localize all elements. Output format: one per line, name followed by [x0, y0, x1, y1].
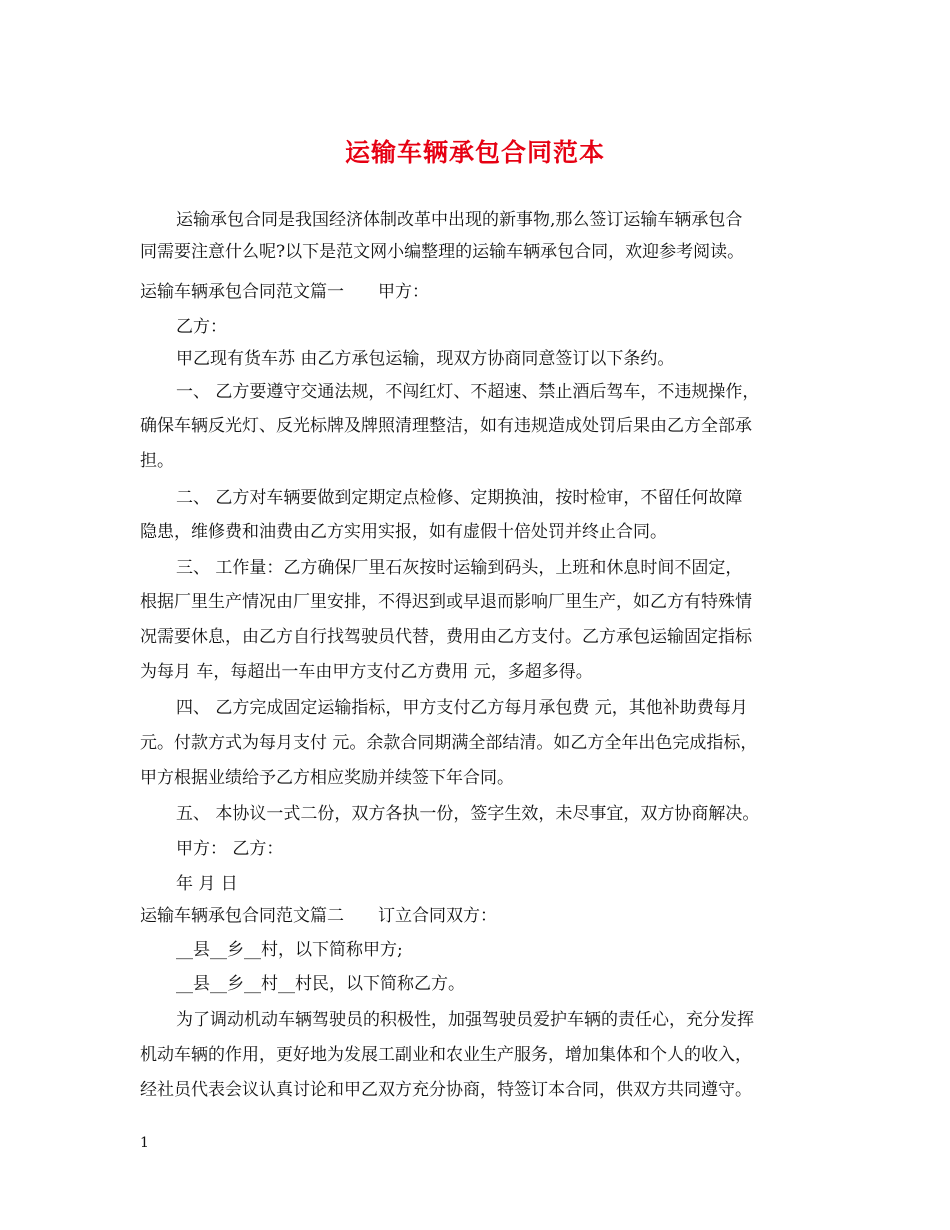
paragraph-line: 乙方：: [176, 317, 227, 337]
paragraph-line: 甲方根据业绩给予乙方相应奖励并续签下年合同。: [140, 768, 514, 788]
page-number: 1: [140, 1135, 149, 1151]
date-line: 年 月 日: [176, 874, 238, 894]
signature-line: 甲方： 乙方：: [176, 839, 284, 859]
clause-line: 五、 本协议一式二份，双方各执一份，签字生效，未尽事宜，双方协商解决。: [176, 804, 760, 824]
clause-line: 二、 乙方对车辆要做到定期定点检修、定期换油，按时检审，不留任何故障: [176, 488, 743, 508]
document-title: 运输车辆承包合同范本: [344, 138, 605, 167]
paragraph-line: 为了调动机动车辆驾驶员的积极性，加强驾驶员爱护车辆的责任心，充分发挥: [176, 1010, 754, 1030]
paragraph-line: 运输承包合同是我国经济体制改革中出现的新事物,那么签订运输车辆承包合: [176, 210, 743, 230]
clause-line: 四、 乙方完成固定运输指标，甲方支付乙方每月承包费 元，其他补助费每月: [176, 698, 748, 718]
paragraph-line: 隐患，维修费和油费由乙方实用实报，如有虚假十倍处罚并终止合同。: [140, 522, 667, 542]
paragraph-line: 根据厂里生产情况由厂里安排，不得迟到或早退而影响厂里生产，如乙方有特殊情: [140, 592, 752, 612]
paragraph-line: 确保车辆反光灯、反光标牌及牌照清理整洁，如有违规造成处罚后果由乙方全部承: [140, 416, 752, 436]
paragraph-line: 为每月 车，每超出一车由甲方支付乙方费用 元，多超多得。: [140, 662, 593, 682]
clause-line: 一、 乙方要遵守交通法规，不闯红灯、不超速、禁止酒后驾车，不违规操作，: [176, 382, 760, 402]
paragraph-line: __县__乡__村__村民，以下简称乙方。: [176, 974, 465, 994]
section-heading: 运输车辆承包合同范文篇一 甲方：: [140, 282, 429, 302]
paragraph-line: __县__乡__村，以下简称甲方;: [176, 940, 403, 960]
paragraph-line: 机动车辆的作用，更好地为发展工副业和农业生产服务，增加集体和个人的收入，: [140, 1045, 752, 1065]
paragraph-line: 元。付款方式为每月支付 元。余款合同期满全部结清。如乙方全年出色完成指标，: [140, 733, 758, 753]
paragraph-line: 甲乙现有货车苏 由乙方承包运输，现双方协商同意签订以下条约。: [176, 349, 675, 369]
paragraph-line: 担。: [140, 451, 174, 471]
paragraph-line: 况需要休息，由乙方自行找驾驶员代替，费用由乙方支付。乙方承包运输固定指标: [140, 627, 752, 647]
paragraph-line: 经社员代表会议认真讨论和甲乙双方充分协商，特签订本合同，供双方共同遵守。: [140, 1080, 752, 1100]
section-heading: 运输车辆承包合同范文篇二 订立合同双方：: [140, 906, 497, 926]
paragraph-line: 同需要注意什么呢?以下是范文网小编整理的运输车辆承包合同，欢迎参考阅读。: [140, 242, 745, 262]
clause-line: 三、 工作量：乙方确保厂里石灰按时运输到码头，上班和休息时间不固定，: [176, 558, 743, 578]
